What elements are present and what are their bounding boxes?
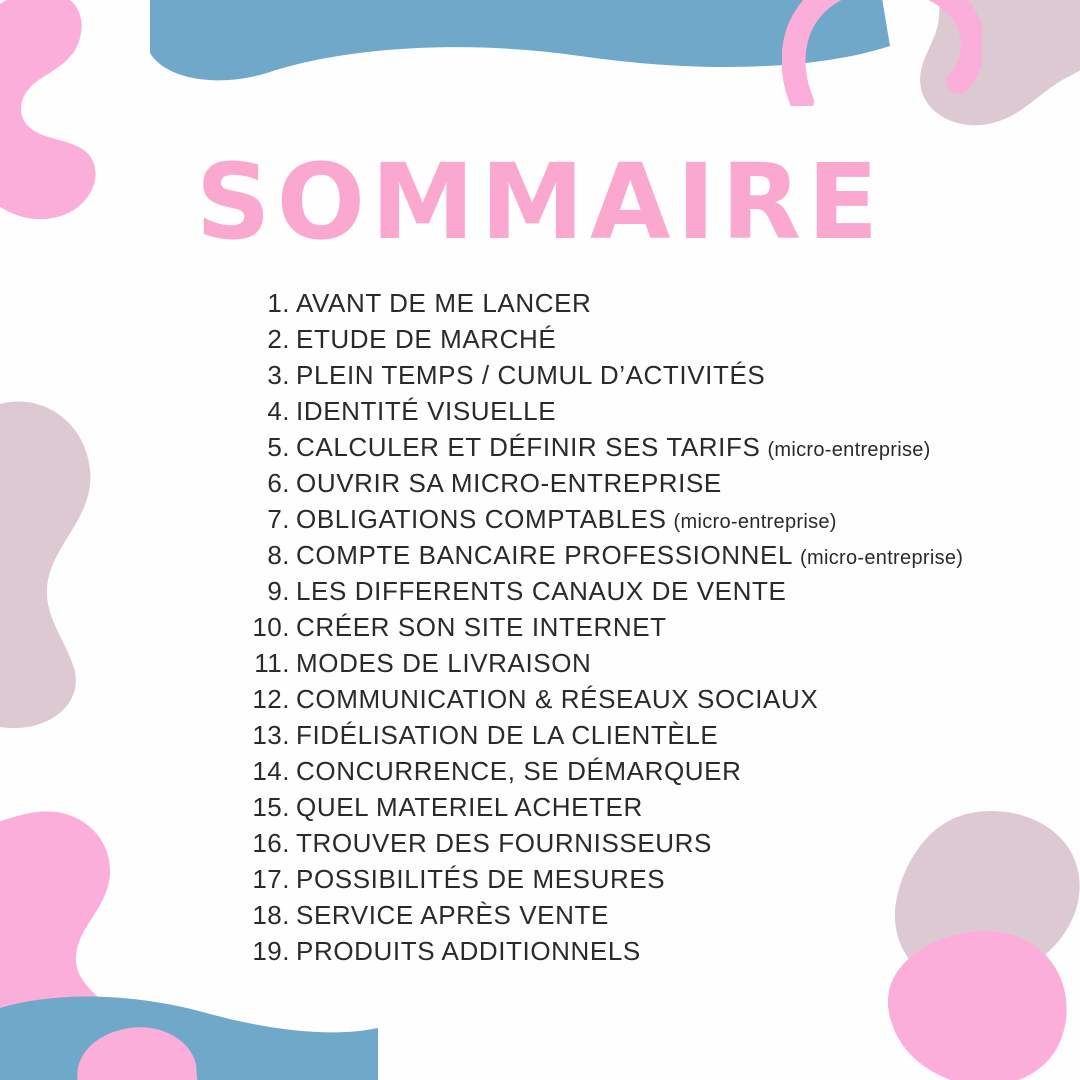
list-item <box>0 324 1080 360</box>
list-item-number: 18. <box>252 900 290 930</box>
list-item-label: COMPTE BANCAIRE PROFESSIONNEL <box>296 540 794 570</box>
list-item-label: POSSIBILITÉS DE MESURES <box>296 864 666 894</box>
list-item <box>0 648 1080 684</box>
list-item <box>0 756 1080 792</box>
list-item <box>0 828 1080 864</box>
list-item-number: 5. <box>267 432 290 462</box>
list-item-number: 10. <box>252 612 290 642</box>
list-item-label: LES DIFFERENTS CANAUX DE VENTE <box>296 576 787 606</box>
list-item-number: 16. <box>252 828 290 858</box>
list-item-label: MODES DE LIVRAISON <box>296 648 592 678</box>
list-item-number: 8. <box>267 540 290 570</box>
list-item <box>0 540 1080 576</box>
list-item-number: 3. <box>267 360 290 390</box>
list-item <box>0 792 1080 828</box>
list-item <box>0 612 1080 648</box>
list-item-label: FIDÉLISATION DE LA CLIENTÈLE <box>296 720 719 750</box>
list-item-number: 9. <box>267 576 290 606</box>
list-item-label: SERVICE APRÈS VENTE <box>296 900 609 930</box>
list-item <box>0 864 1080 900</box>
list-item <box>0 504 1080 540</box>
list-item-label: PRODUITS ADDITIONNELS <box>296 936 641 966</box>
list-item-label: COMMUNICATION & RÉSEAUX SOCIAUX <box>296 684 819 714</box>
list-item-number: 13. <box>252 720 290 750</box>
list-item <box>0 396 1080 432</box>
list-item-note: (micro-entreprise) <box>800 547 964 569</box>
list-item-label: OBLIGATIONS COMPTABLES <box>296 504 667 534</box>
list-item-label: QUEL MATERIEL ACHETER <box>296 792 643 822</box>
list-item-number: 15. <box>252 792 290 822</box>
list-item-number: 19. <box>252 936 290 966</box>
list-item <box>0 432 1080 468</box>
list-item-number: 17. <box>252 864 290 894</box>
list-item-label: CALCULER ET DÉFINIR SES TARIFS <box>296 432 761 462</box>
list-item-number: 11. <box>254 648 290 678</box>
list-item <box>0 468 1080 504</box>
list-item-label: PLEIN TEMPS / CUMUL D’ACTIVITÉS <box>296 360 766 390</box>
list-item-label: CONCURRENCE, SE DÉMARQUER <box>296 756 742 786</box>
list-item <box>0 684 1080 720</box>
list-item-number: 6. <box>267 468 290 498</box>
list-item-number: 4. <box>267 396 290 426</box>
list-item-label: ETUDE DE MARCHÉ <box>296 324 557 354</box>
list-item-number: 2. <box>267 324 290 354</box>
list-item <box>0 720 1080 756</box>
list-item <box>0 288 1080 324</box>
list-item-number: 14. <box>252 756 290 786</box>
list-item-label: CRÉER SON SITE INTERNET <box>296 612 667 642</box>
list-item-number: 1. <box>267 288 290 318</box>
list-item-label: OUVRIR SA MICRO-ENTREPRISE <box>296 468 722 498</box>
list-item-note: (micro-entreprise) <box>673 511 837 533</box>
list-item <box>0 360 1080 396</box>
list-item <box>0 900 1080 936</box>
list-item-label: TROUVER DES FOURNISSEURS <box>296 828 713 858</box>
list-item-number: 12. <box>252 684 290 714</box>
list-item-number: 7. <box>267 504 290 534</box>
list-item-note: (micro-entreprise) <box>767 439 931 461</box>
table-of-contents <box>0 288 1080 972</box>
list-item <box>0 576 1080 612</box>
list-item-label: IDENTITÉ VISUELLE <box>296 396 557 426</box>
list-item <box>0 936 1080 972</box>
list-item-label: AVANT DE ME LANCER <box>296 288 592 318</box>
page-title: SOMMAIRE <box>195 141 885 263</box>
